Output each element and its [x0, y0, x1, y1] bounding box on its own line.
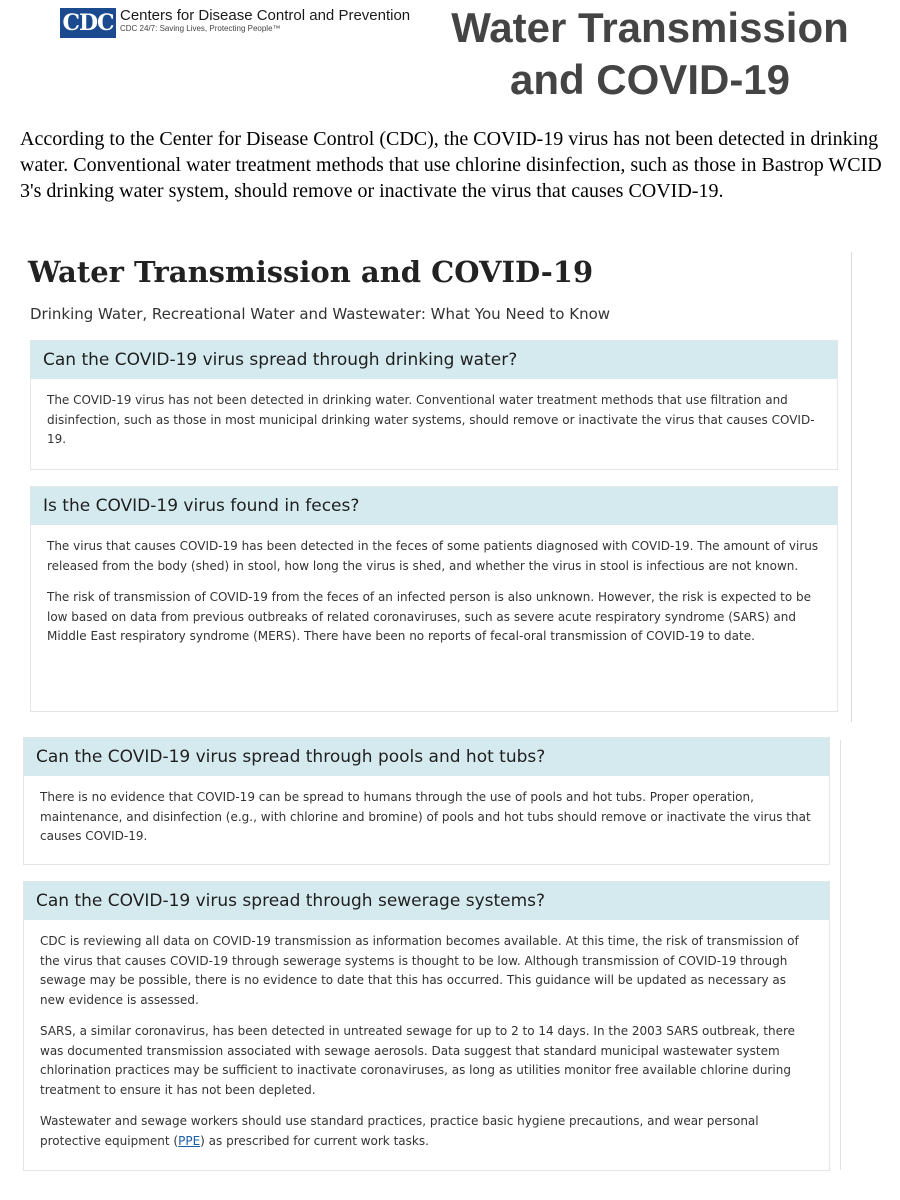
faq-card-drinking-water [30, 340, 838, 470]
faq-answer-paragraph: The COVID-19 virus has not been detected in drinking water. Conventional water treatment methods that use filtration and disinfection, such as those in most municipal drinking water systems, should remove or inactivate the virus that causes COVID-19. [47, 393, 815, 446]
faq-answer [24, 920, 829, 1151]
faq-answer-paragraph-ppe [40, 1112, 813, 1151]
page-border-right-lower [840, 740, 841, 1170]
faq-answer [31, 525, 837, 647]
page-title: Water Transmission and COVID-19 [28, 255, 594, 289]
page-subtitle: Drinking Water, Recreational Water and Wastewater: What You Need to Know [30, 305, 611, 323]
document-title-line-2: and COVID-19 [509, 56, 791, 103]
cdc-logo-mark: CDC [60, 8, 116, 38]
cdc-logo-text [120, 8, 410, 33]
faq-card-sewerage [23, 881, 830, 1171]
page-border-right [851, 252, 852, 722]
faq-question: Can the COVID-19 virus spread through pools and hot tubs? [24, 738, 829, 776]
ppe-text-after: ) as prescribed for current work tasks. [200, 1133, 429, 1148]
cdc-logo [60, 8, 410, 38]
faq-question: Can the COVID-19 virus spread through sewerage systems? [24, 882, 829, 920]
document-title [420, 2, 880, 106]
cdc-logo-tagline: CDC 24/7: Saving Lives, Protecting People™ [120, 24, 281, 33]
faq-question: Is the COVID-19 virus found in feces? [31, 487, 837, 525]
faq-card-feces [30, 486, 838, 712]
faq-answer-paragraph: SARS, a similar coronavirus, has been detected in untreated sewage for up to 2 to 14 days. In the 2003 SARS outbreak, there was documented transmission associated with sewage aerosols. Data suggest that standard municipal wastewater system chlorination practices may be sufficient to inactivate coronaviruses, as long as utilities monitor free available chlorine during treatment to ensure it has not been depleted. [40, 1024, 796, 1097]
faq-answer-paragraph: The risk of transmission of COVID-19 from the feces of an infected person is also unknown. However, the risk is expected to be low based on data from previous outbreaks of related coronaviruses, such as severe acute respiratory syndrome (SARS) and Middle East respiratory syndrome (MERS). There have been no reports of fecal-oral transmission of COVID-19 to date. [47, 590, 812, 643]
intro-paragraph: According to the Center for Disease Control (CDC), the COVID-19 virus has not been detected in drinking water. Conventional water treatment methods that use chlorine disinfection, such as those in Bastrop WCID 3's drinking water system, should remove or inactivate the virus that causes COVID-19. [20, 128, 882, 202]
document-title-line-1: Water Transmission [451, 4, 849, 51]
ppe-link[interactable]: PPE [178, 1133, 201, 1148]
faq-answer [24, 776, 829, 847]
ppe-text-before: Wastewater and sewage workers should use standard practices, practice basic hygiene precautions, and wear personal protective equipment ( [40, 1114, 759, 1148]
faq-answer [31, 379, 837, 450]
faq-answer-paragraph: There is no evidence that COVID-19 can be spread to humans through the use of pools and hot tubs. Proper operation, maintenance, and disinfection (e.g., with chlorine and bromine) of pools and hot tubs should remove or inactivate the virus that causes COVID-19. [40, 790, 811, 843]
faq-card-pools [23, 737, 830, 865]
faq-answer-paragraph: CDC is reviewing all data on COVID-19 transmission as information becomes available. At this time, the risk of transmission of the virus that causes COVID-19 through sewerage systems is thought to be low. Although transmission of COVID-19 through sewage may be possible, there is no evidence to date that this has occurred. This guidance will be updated as necessary as new evidence is assessed. [40, 934, 799, 1007]
faq-question: Can the COVID-19 virus spread through drinking water? [31, 341, 837, 379]
faq-answer-paragraph: The virus that causes COVID-19 has been detected in the feces of some patients diagnosed with COVID-19. The amount of virus released from the body (shed) in stool, how long the virus is shed, and whether the virus in stool is infectious are not known. [47, 539, 819, 573]
cdc-logo-name: Centers for Disease Control and Prevention [120, 7, 411, 24]
